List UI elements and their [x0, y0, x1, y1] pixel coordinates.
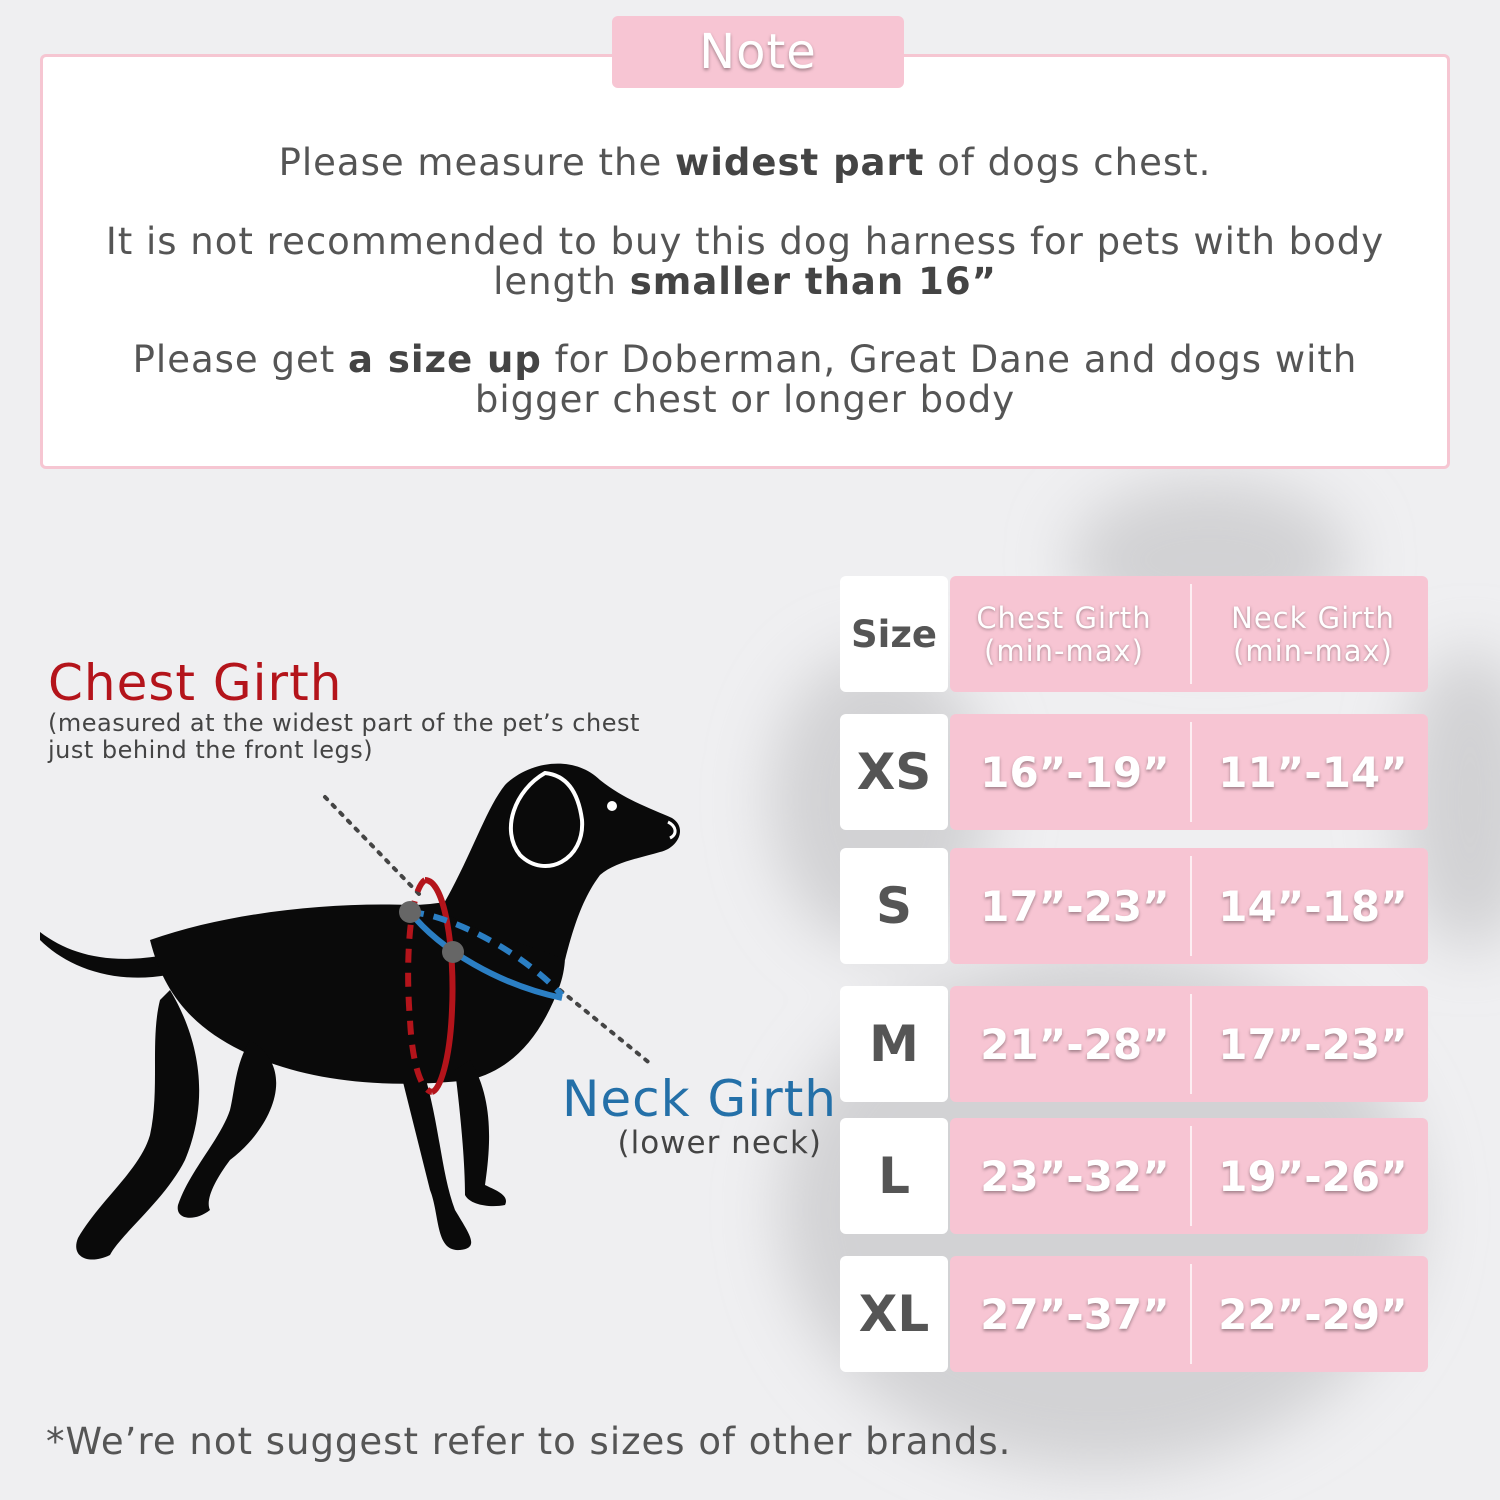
neck-girth-value: 19”-26”: [1218, 1151, 1408, 1201]
size-cell-m: [840, 986, 948, 1102]
size-label: M: [869, 1015, 919, 1073]
note-line-2-text: It is not recommended to buy this dog harness for pets with body: [105, 220, 1385, 263]
neck-girth-header: [1193, 602, 1433, 668]
size-cell-xs: [840, 714, 948, 830]
neck-girth-title: Neck Girth: [562, 1070, 837, 1128]
chest-girth-header-unit: (min-max): [984, 634, 1144, 668]
note-line-1-post: of dogs chest.: [924, 141, 1212, 184]
size-cell-s: [840, 848, 948, 964]
neck-girth-value: 17”-23”: [1218, 1019, 1408, 1069]
neck-girth-value: 22”-29”: [1218, 1289, 1408, 1339]
size-label: S: [875, 877, 912, 935]
size-header: Size: [851, 612, 937, 656]
neck-girth-value: 14”-18”: [1218, 881, 1408, 931]
note-tab-label: Note: [699, 24, 817, 80]
size-label: XS: [856, 743, 932, 801]
size-cell-l: [840, 1118, 948, 1234]
column-divider: [1190, 584, 1192, 684]
note-line-1-bold: widest part: [675, 141, 925, 184]
chest-girth-value: 27”-37”: [980, 1289, 1170, 1339]
chest-girth-value: 23”-32”: [980, 1151, 1170, 1201]
neck-girth-value: 11”-14”: [1218, 747, 1408, 797]
note-line-1-pre: Please measure the: [278, 141, 676, 184]
chest-girth-value: 17”-23”: [980, 881, 1170, 931]
note-line-2-bold: smaller than 16”: [629, 260, 997, 303]
size-header-cell: [840, 576, 948, 692]
chest-girth-header: [944, 602, 1184, 668]
size-cell-xl: [840, 1256, 948, 1372]
note-line-3-text2: bigger chest or longer body: [474, 378, 1016, 421]
neck-girth-subtitle: (lower neck): [617, 1125, 822, 1161]
chest-girth-value: 16”-19”: [980, 747, 1170, 797]
chest-girth-header-label: Chest Girth: [976, 601, 1152, 635]
size-label: L: [878, 1147, 910, 1205]
footnote: *We’re not suggest refer to sizes of other brands.: [46, 1420, 1012, 1463]
chest-girth-value: 21”-28”: [980, 1019, 1170, 1069]
neck-girth-header-label: Neck Girth: [1231, 601, 1395, 635]
size-label: XL: [858, 1285, 930, 1343]
note-line-2-pre: length: [493, 260, 630, 303]
chest-girth-title: Chest Girth: [48, 654, 343, 712]
chest-girth-subtitle: (measured at the widest part of the pet’s chest just behind the front legs): [48, 709, 640, 764]
note-line-3-post: for Doberman, Great Dane and dogs with: [541, 338, 1358, 381]
neck-girth-header-unit: (min-max): [1233, 634, 1393, 668]
note-line-3-pre: Please get: [132, 338, 348, 381]
note-line-3-bold: a size up: [347, 338, 542, 381]
